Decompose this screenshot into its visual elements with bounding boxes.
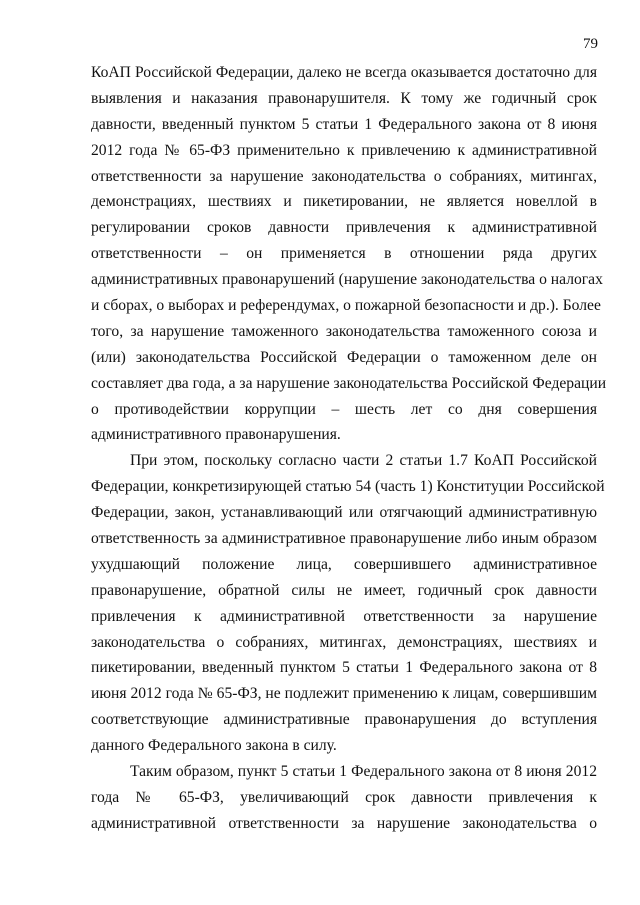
text-line: года № 65-ФЗ, увеличивающий срок давности привлечения к: [91, 788, 597, 806]
page-number: 79: [583, 36, 598, 52]
text-line: (или) законодательства Российской Федерации о таможенном деле он: [91, 348, 597, 366]
paragraph-2: [91, 448, 605, 759]
text-line: привлечения к административной ответственности за нарушение: [91, 607, 597, 625]
text-line: ответственности за нарушение законодательства о собраниях, митингах,: [91, 167, 597, 185]
text-line: о противодействии коррупции – шесть лет со дня совершения: [91, 400, 597, 418]
text-line: 2012 года № 65-ФЗ применительно к привлечению к административной: [91, 141, 597, 159]
text-line: правонарушение, обратной силы не имеет, годичный срок давности: [91, 581, 597, 599]
text-line: выявления и наказания правонарушителя. К тому же годичный срок: [91, 89, 597, 107]
text-line: июня 2012 года № 65-ФЗ, не подлежит применению к лицам, совершившим: [91, 685, 597, 703]
text-line: Таким образом, пункт 5 статьи 1 Федерального закона от 8 июня 2012: [130, 763, 597, 781]
text-line: Федерации, закон, устанавливающий или отягчающий административную: [91, 504, 597, 522]
text-line: При этом, поскольку согласно части 2 статьи 1.7 КоАП Российской: [130, 452, 597, 470]
text-line: данного Федерального закона в силу.: [91, 737, 337, 755]
body-text: [91, 60, 607, 837]
paragraph-1: [91, 60, 607, 448]
text-line: соответствующие административные правонарушения до вступления: [91, 711, 597, 729]
text-line: Федерации, конкретизирующей статью 54 (часть 1) Конституции Российской: [91, 478, 605, 496]
text-line: административной ответственности за нарушение законодательства о: [91, 814, 597, 832]
text-line: и сборах, о выборах и референдумах, о пожарной безопасности и др.). Более: [91, 297, 601, 315]
text-line: ухудшающий положение лица, совершившего административное: [91, 555, 597, 573]
text-line: составляет два года, а за нарушение законодательства Российской Федерации: [91, 374, 607, 392]
text-line: регулировании сроков давности привлечения к административной: [91, 219, 597, 237]
text-line: ответственности – он применяется в отношении ряда других: [91, 245, 597, 263]
paragraph-3: [91, 759, 597, 837]
text-line: давности, введенный пунктом 5 статьи 1 Федерального закона от 8 июня: [91, 115, 597, 133]
text-line: административного правонарушения.: [91, 426, 341, 444]
text-line: ответственность за административное правонарушение либо иным образом: [91, 530, 597, 548]
text-line: административных правонарушений (нарушение законодательства о налогах: [91, 271, 603, 289]
text-line: КоАП Российской Федерации, далеко не всегда оказывается достаточно для: [91, 64, 597, 81]
text-line: законодательства о собраниях, митингах, демонстрациях, шествиях и: [91, 633, 597, 651]
text-line: демонстрациях, шествиях и пикетировании, не является новеллой в: [91, 193, 597, 211]
text-line: того, за нарушение таможенного законодательства таможенного союза и: [91, 322, 597, 340]
text-line: пикетировании, введенный пунктом 5 статьи 1 Федерального закона от 8: [91, 659, 597, 677]
